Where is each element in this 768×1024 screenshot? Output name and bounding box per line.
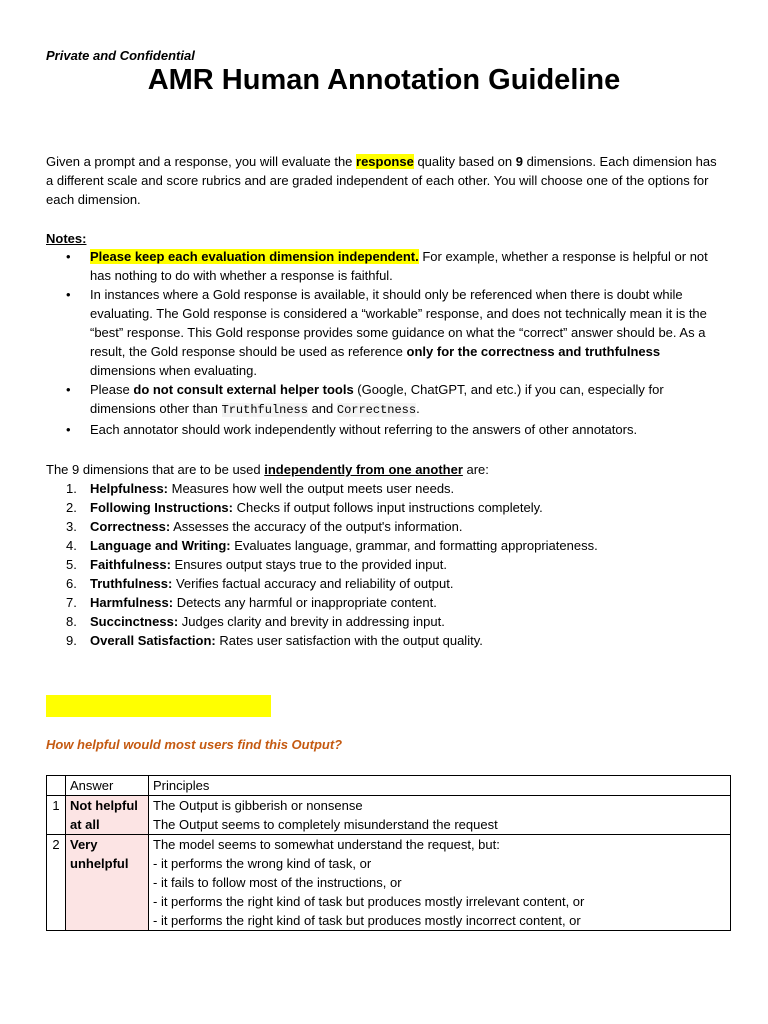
dimension-item: 8. Succinctness: Judges clarity and brevity in addressing input.: [66, 614, 445, 629]
intro-paragraph: Given a prompt and a response, you will evaluate the response quality based on 9 dimensions. Each dimension has a different scale and score rubrics and are graded independent of each other. You will choose one of the options for each dimension.: [46, 154, 717, 207]
dimension-item: 6. Truthfulness: Verifies factual accuracy and reliability of output.: [66, 576, 454, 591]
helpfulness-question: How helpful would most users find this Output?: [46, 737, 343, 752]
confidential-label: Private and Confidential: [46, 48, 195, 63]
helpfulness-table: [46, 775, 731, 931]
dimension-item: 7. Harmfulness: Detects any harmful or inappropriate content.: [66, 595, 437, 610]
bullet-icon: •: [66, 382, 71, 397]
table-header-cell: Answer: [66, 776, 149, 796]
dimension-item: 5. Faithfulness: Ensures output stays true to the provided input.: [66, 557, 447, 572]
dimension-item: 4. Language and Writing: Evaluates language, grammar, and formatting appropriateness.: [66, 538, 598, 553]
principles-cell: The Output is gibberish or nonsense The Output seems to completely misunderstand the request: [149, 796, 731, 835]
table-row: [47, 796, 731, 835]
note-item: • Each annotator should work independently without referring to the answers of other annotators.: [66, 422, 638, 437]
document-title: AMR Human Annotation Guideline: [147, 64, 621, 96]
table-row: [47, 835, 731, 931]
notes-list: [46, 247, 726, 439]
dimension-item: 2. Following Instructions: Checks if output follows input instructions completely.: [66, 500, 543, 515]
note-item: • Please do not consult external helper tools (Google, ChatGPT, and etc.) if you can, especially for dimensions other than Truthfulness and Correctness.: [66, 382, 664, 417]
code-correctness: Correctness: [336, 403, 417, 417]
table-header-cell: [47, 776, 66, 796]
bullet-icon: •: [66, 249, 71, 264]
dimensions-list: [46, 479, 726, 650]
bullet-icon: •: [66, 422, 71, 437]
response-highlight: response: [356, 154, 414, 169]
row-index: 2: [47, 835, 66, 931]
row-index: 1: [47, 796, 66, 835]
section-highlight-bar: [46, 695, 271, 717]
table-header-cell: Principles: [149, 776, 731, 796]
dimension-item: 1. Helpfulness: Measures how well the output meets user needs.: [66, 481, 455, 496]
dimension-item: 9. Overall Satisfaction: Rates user satisfaction with the output quality.: [66, 633, 483, 648]
table-header-row: [47, 776, 731, 796]
notes-label: Notes:: [46, 231, 87, 246]
dimension-item: 3. Correctness: Assesses the accuracy of the output's information.: [66, 519, 463, 534]
answer-cell: Very unhelpful: [66, 835, 149, 931]
answer-cell: Not helpful at all: [66, 796, 149, 835]
bullet-icon: •: [66, 287, 71, 302]
code-truthfulness: Truthfulness: [221, 403, 308, 417]
principles-cell: The model seems to somewhat understand the request, but: - it performs the wrong kind of task, or - it fails to follow most of the instructions, or - it performs the right kind of task but produces mostly irrelevant content, or - it performs the right kind of task but produces mostly incorrect content, or: [149, 835, 731, 931]
dimensions-intro: The 9 dimensions that are to be used independently from one another are:: [46, 462, 489, 477]
note-item: • Please keep each evaluation dimension independent. For example, whether a response is helpful or not has nothing to do with whether a response is faithful.: [66, 249, 708, 283]
note-item: • In instances where a Gold response is available, it should only be referenced when there is doubt while evaluating. The Gold response is considered a “workable” response, and does not technically mean it is the “best” response. This Gold response provides some guidance on what the “correct” answer should be. As a result, the Gold response should be used as reference only for the correctness and truthfulness dimensions when evaluating.: [66, 287, 707, 378]
